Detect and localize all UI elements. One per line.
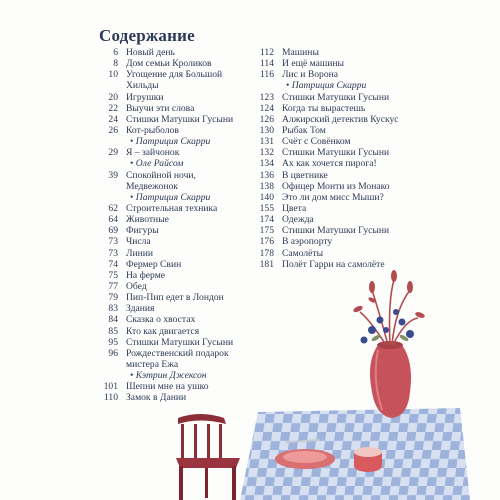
toc-entry-title: Новый день	[126, 47, 175, 58]
toc-page-number: 10	[108, 69, 118, 81]
toc-page-number: 181	[259, 258, 274, 270]
toc-entry-title: Когда ты вырастешь	[282, 102, 366, 114]
toc-page-number: 73	[108, 236, 118, 248]
toc-entry-title: Я – зайчонок	[126, 147, 180, 159]
toc-page-number: 6	[113, 47, 118, 58]
toc-entry	[249, 225, 439, 236]
flower-stems	[360, 280, 418, 345]
toc-entry	[249, 125, 439, 136]
toc-entry-title: Стишки Матушки Гусыни	[126, 336, 234, 348]
toc-entry	[249, 47, 439, 58]
toc-page-number: 8	[113, 58, 118, 70]
toc-entry-title: Шепни мне на ушко	[126, 381, 209, 393]
toc-page-number: 24	[108, 113, 118, 125]
toc-page-number: 79	[108, 292, 118, 304]
toc-entry	[249, 69, 439, 80]
toc-entry-title: Кот-рыболов	[126, 124, 179, 136]
toc-entry-title: Стишки Матушки Гусыни	[282, 147, 390, 159]
toc-entry	[249, 147, 439, 158]
toc-entry-title: Лис и Ворона	[282, 69, 339, 81]
toc-page-number: 73	[108, 247, 118, 259]
chair-icon	[176, 414, 240, 500]
toc-page-number: 85	[108, 325, 118, 337]
toc-entry	[249, 136, 439, 147]
toc-entry-title: Дом семьи Кроликов	[126, 58, 212, 70]
toc-entry	[249, 58, 439, 69]
toc-page-number: 140	[259, 191, 274, 203]
toc-entry-title: Рождественский подарок	[126, 347, 229, 359]
toc-page-number: 75	[108, 269, 118, 281]
toc-page-number: 96	[108, 347, 118, 359]
toc-entry	[93, 314, 283, 325]
toc-entry-title: мистера Ежа	[126, 358, 179, 370]
toc-page-number: 174	[259, 214, 274, 226]
blue-flowers	[361, 309, 415, 344]
toc-page-number: 110	[103, 392, 118, 404]
cup-icon	[354, 447, 382, 472]
toc-page-number: 178	[259, 247, 274, 259]
toc-entry-title: Кто как двигается	[126, 325, 200, 337]
toc-page-number: 176	[259, 236, 274, 248]
toc-page-number: 64	[108, 214, 118, 226]
toc-author-name: • Патриция Скарри	[130, 192, 210, 203]
toc-page-number: 69	[108, 225, 118, 237]
toc-entry-title: Игрушки	[126, 91, 164, 103]
toc-page-number: 77	[108, 280, 118, 292]
toc-page-number: 131	[259, 136, 274, 148]
toc-author-line	[249, 80, 439, 91]
toc-page-number: 39	[108, 169, 118, 181]
toc-entry	[249, 203, 439, 214]
toc-page-number: 136	[259, 169, 274, 181]
toc-entry-title: Спокойной ночи,	[126, 169, 196, 181]
toc-entry-title: Машины	[282, 47, 319, 58]
seed-heads	[352, 270, 425, 319]
toc-entry	[249, 181, 439, 192]
toc-entry-title: Офицер Монти из Монако	[282, 180, 390, 192]
toc-entry	[93, 292, 283, 303]
toc-entry-title: Замок в Дании	[126, 392, 187, 404]
toc-entry	[249, 158, 439, 169]
toc-entry-title: Фермер Свин	[126, 258, 182, 270]
toc-entry-title: Это ли дом мисс Мыши?	[282, 191, 384, 203]
toc-entry	[93, 281, 283, 292]
toc-entry-continuation	[93, 359, 283, 370]
toc-entry-title: Выучи эти слова	[126, 102, 195, 114]
toc-author-name: • Патриция Скарри	[130, 136, 210, 147]
toc-page-number: 175	[259, 225, 274, 237]
toc-entry	[93, 303, 283, 314]
page-title: Содержание	[99, 26, 195, 45]
toc-entry-title: Цвета	[282, 202, 307, 214]
toc-entry-title: Самолёты	[282, 247, 324, 259]
toc-entry	[249, 192, 439, 203]
toc-page-number: 123	[259, 91, 274, 103]
toc-entry	[249, 214, 439, 225]
toc-entry-title: В аэропорту	[282, 236, 333, 248]
toc-entry-title: Животные	[126, 214, 169, 226]
toc-entry-title: Счёт с Совёнком	[282, 136, 351, 148]
toc-page-number: 95	[108, 336, 118, 348]
toc-entry-title: Строительная техника	[126, 202, 218, 214]
toc-page-number: 83	[108, 303, 118, 315]
toc-page-number: 126	[259, 113, 274, 125]
leaves	[371, 334, 410, 342]
toc-page-number: 74	[108, 258, 118, 270]
toc-page-number: 62	[108, 202, 118, 214]
toc-author-name: • Кэтрин Джексон	[130, 370, 207, 381]
toc-page-number: 134	[259, 158, 274, 170]
toc-entry-title: На ферме	[126, 269, 166, 281]
toc-author-name: • Оле Райсом	[130, 158, 183, 169]
toc-page-number: 124	[259, 102, 274, 114]
toc-entry	[249, 114, 439, 125]
toc-entry	[249, 248, 439, 259]
toc-entry-title: Хильды	[126, 80, 159, 92]
toc-entry	[93, 381, 283, 392]
toc-entry	[93, 326, 283, 337]
toc-entry-title: Линии	[126, 247, 154, 259]
knife-icon	[286, 439, 320, 443]
toc-entry-title: Рыбак Том	[282, 124, 326, 136]
toc-entry-title: Ах как хочется пирога!	[282, 158, 377, 170]
toc-author-name: • Патриция Скарри	[286, 80, 366, 91]
toc-author-line	[93, 370, 283, 381]
toc-entry-title: Сказка о хвостах	[126, 314, 196, 326]
toc-page-number: 130	[259, 124, 274, 136]
toc-entry-title: Полёт Гарри на самолёте	[282, 258, 385, 270]
toc-entry	[249, 92, 439, 103]
toc-entry-title: Угощение для Большой	[126, 69, 223, 81]
toc-page-number: 114	[259, 58, 274, 70]
toc-entry	[93, 392, 283, 403]
toc-entry	[249, 259, 439, 270]
toc-entry-title: Одежда	[282, 214, 314, 226]
toc-page-number: 132	[259, 147, 274, 159]
plate-icon	[275, 449, 335, 469]
toc-right-column	[249, 47, 439, 270]
toc-page-number: 84	[108, 314, 118, 326]
toc-entry-title: Стишки Матушки Гусыни	[282, 225, 390, 237]
toc-entry-title: И ещё машины	[282, 58, 344, 70]
toc-page-number: 116	[259, 69, 274, 81]
toc-page-number: 22	[108, 102, 118, 114]
toc-entry	[249, 103, 439, 114]
toc-entry-title: Числа	[126, 236, 151, 248]
tablecloth	[240, 408, 470, 500]
toc-entry-title: Алжирский детектив Кускус	[282, 113, 399, 125]
toc-entry	[93, 337, 283, 348]
toc-page-number: 155	[259, 202, 274, 214]
toc-entry-title: Стишки Матушки Гусыни	[282, 91, 390, 103]
toc-entry-title: Стишки Матушки Гусыни	[126, 113, 234, 125]
toc-page-number: 112	[259, 47, 274, 58]
toc-entry	[93, 348, 283, 359]
vase-icon	[370, 341, 411, 418]
toc-entry-title: Медвежонок	[126, 180, 178, 192]
toc-entry	[93, 270, 283, 281]
toc-page-number: 26	[108, 124, 118, 136]
toc-entry	[249, 236, 439, 247]
toc-page-number: 29	[108, 147, 118, 159]
toc-page-number: 20	[108, 91, 118, 103]
toc-page-number: 138	[259, 180, 274, 192]
toc-page-number: 101	[103, 381, 118, 393]
toc-entry-title: Здания	[126, 303, 155, 315]
toc-entry	[249, 170, 439, 181]
toc-entry-title: В цветнике	[282, 169, 328, 181]
toc-entry-title: Обед	[126, 280, 147, 292]
toc-entry-title: Пип-Пип едет в Лондон	[126, 292, 224, 304]
toc-entry-title: Фигуры	[126, 225, 159, 237]
